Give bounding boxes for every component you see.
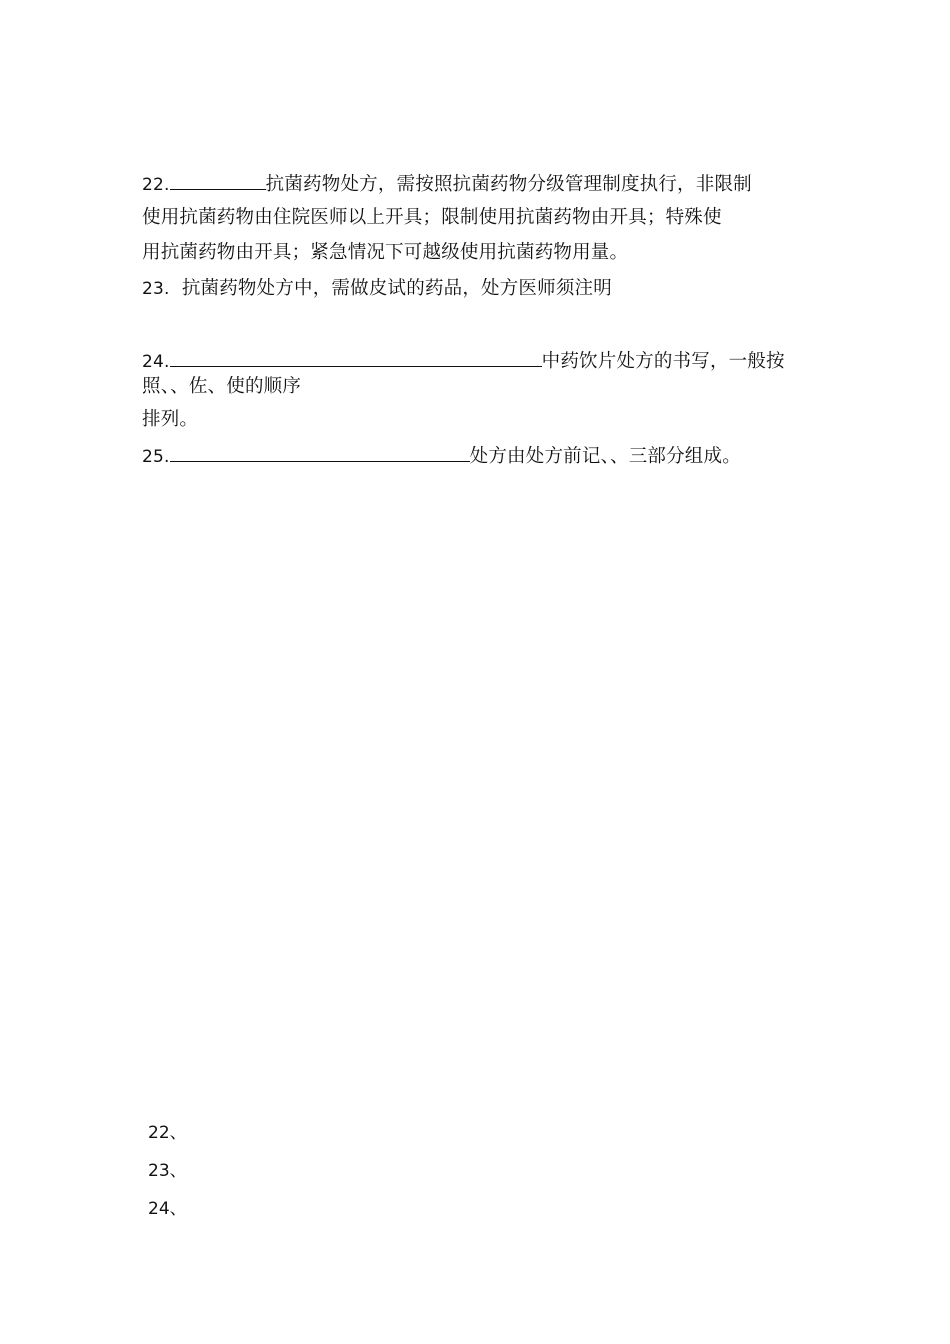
question-22-line-2: 使用抗菌药物由住院医师以上开具；限制使用抗菌药物由开具；特殊使 — [142, 207, 722, 228]
question-24-blank[interactable] — [170, 347, 542, 367]
question-22-text-1: 抗菌药物处方，需按照抗菌药物分级管理制度执行，非限制 — [265, 174, 752, 195]
question-23-line — [142, 276, 612, 302]
answer-24: 24、 — [148, 1199, 187, 1219]
question-22-number: 22. — [142, 175, 170, 195]
question-25-number: 25. — [142, 447, 170, 467]
question-23-number: 23. — [142, 279, 170, 299]
question-24-line-3: 排列。 — [142, 409, 199, 430]
question-23-text: 抗菌药物处方中，需做皮试的药品，处方医师须注明 — [181, 278, 612, 299]
question-24-number: 24. — [142, 352, 170, 372]
question-22-line-1 — [142, 170, 752, 198]
answer-22: 22、 — [148, 1123, 187, 1143]
question-25-blank[interactable] — [170, 442, 470, 462]
question-24-line-2: 照、、佐、使的顺序 — [142, 376, 302, 397]
question-22-blank[interactable] — [170, 170, 266, 190]
answer-23: 23、 — [148, 1161, 187, 1181]
question-24-line-1 — [142, 347, 785, 375]
question-24-text-1: 中药饮片处方的书写，一般按 — [541, 351, 785, 372]
question-22-line-3: 用抗菌药物由开具；紧急情况下可越级使用抗菌药物用量。 — [142, 242, 629, 263]
question-25-line — [142, 442, 741, 470]
question-25-text: 处方由处方前记、、三部分组成。 — [469, 446, 741, 467]
